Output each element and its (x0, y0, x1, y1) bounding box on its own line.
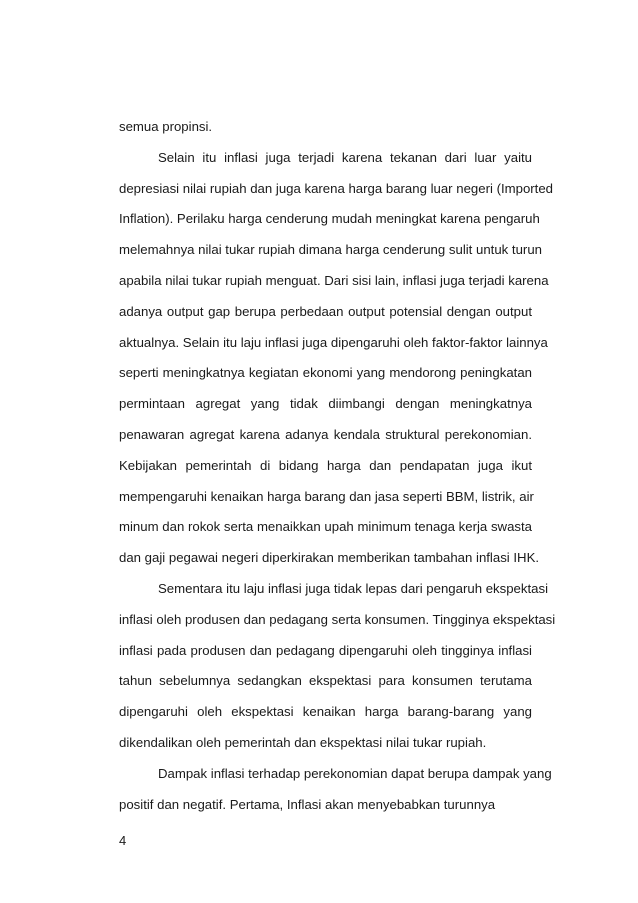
text-line: inflasi pada produsen dan pedagang dipengaruhi oleh tingginya inflasi (119, 642, 532, 658)
text-line: inflasi oleh produsen dan pedagang serta konsumen. Tingginya ekspektasi (119, 611, 556, 627)
text-line: Dampak inflasi terhadap perekonomian dapat berupa dampak yang (158, 765, 552, 781)
text-line: Selain itu inflasi juga terjadi karena tekanan dari luar yaitu (158, 149, 532, 165)
text-line: Sementara itu laju inflasi juga tidak lepas dari pengaruh ekspektasi (158, 580, 548, 596)
text-line: tahun sebelumnya sedangkan ekspektasi para konsumen terutama (119, 673, 532, 689)
text-line: semua propinsi. (119, 119, 213, 134)
text-line: dan gaji pegawai negeri diperkirakan memberikan tambahan inflasi IHK. (119, 550, 540, 566)
text-line: aktualnya. Selain itu laju inflasi juga dipengaruhi oleh faktor-faktor lainnya (119, 334, 548, 350)
page-number: 4 (119, 833, 127, 848)
text-line: depresiasi nilai rupiah dan juga karena harga barang luar negeri (Imported (119, 180, 553, 196)
text-line: Inflation). Perilaku harga cenderung mudah meningkat karena pengaruh (119, 211, 540, 227)
text-line: positif dan negatif. Pertama, Inflasi akan menyebabkan turunnya (119, 796, 496, 812)
text-line: dipengaruhi oleh ekspektasi kenaikan harga barang-barang yang (119, 704, 532, 720)
text-line: adanya output gap berupa perbedaan output potensial dengan output (119, 303, 532, 319)
text-line: permintaan agregat yang tidak diimbangi dengan meningkatnya (119, 396, 532, 412)
text-line: seperti meningkatnya kegiatan ekonomi yang mendorong peningkatan (119, 365, 532, 381)
text-line: melemahnya nilai tukar rupiah dimana harga cenderung sulit untuk turun (119, 242, 542, 258)
text-line: minum dan rokok serta menaikkan upah minimum tenaga kerja swasta (119, 519, 532, 535)
text-line: apabila nilai tukar rupiah menguat. Dari sisi lain, inflasi juga terjadi karena (119, 272, 549, 288)
text-line: Kebijakan pemerintah di bidang harga dan pendapatan juga ikut (119, 457, 532, 473)
text-line: mempengaruhi kenaikan harga barang dan jasa seperti BBM, listrik, air (119, 488, 534, 504)
text-line: dikendalikan oleh pemerintah dan ekspektasi nilai tukar rupiah. (119, 734, 487, 750)
body-text (119, 118, 556, 826)
text-line: penawaran agregat karena adanya kendala struktural perekonomian. (119, 426, 532, 442)
